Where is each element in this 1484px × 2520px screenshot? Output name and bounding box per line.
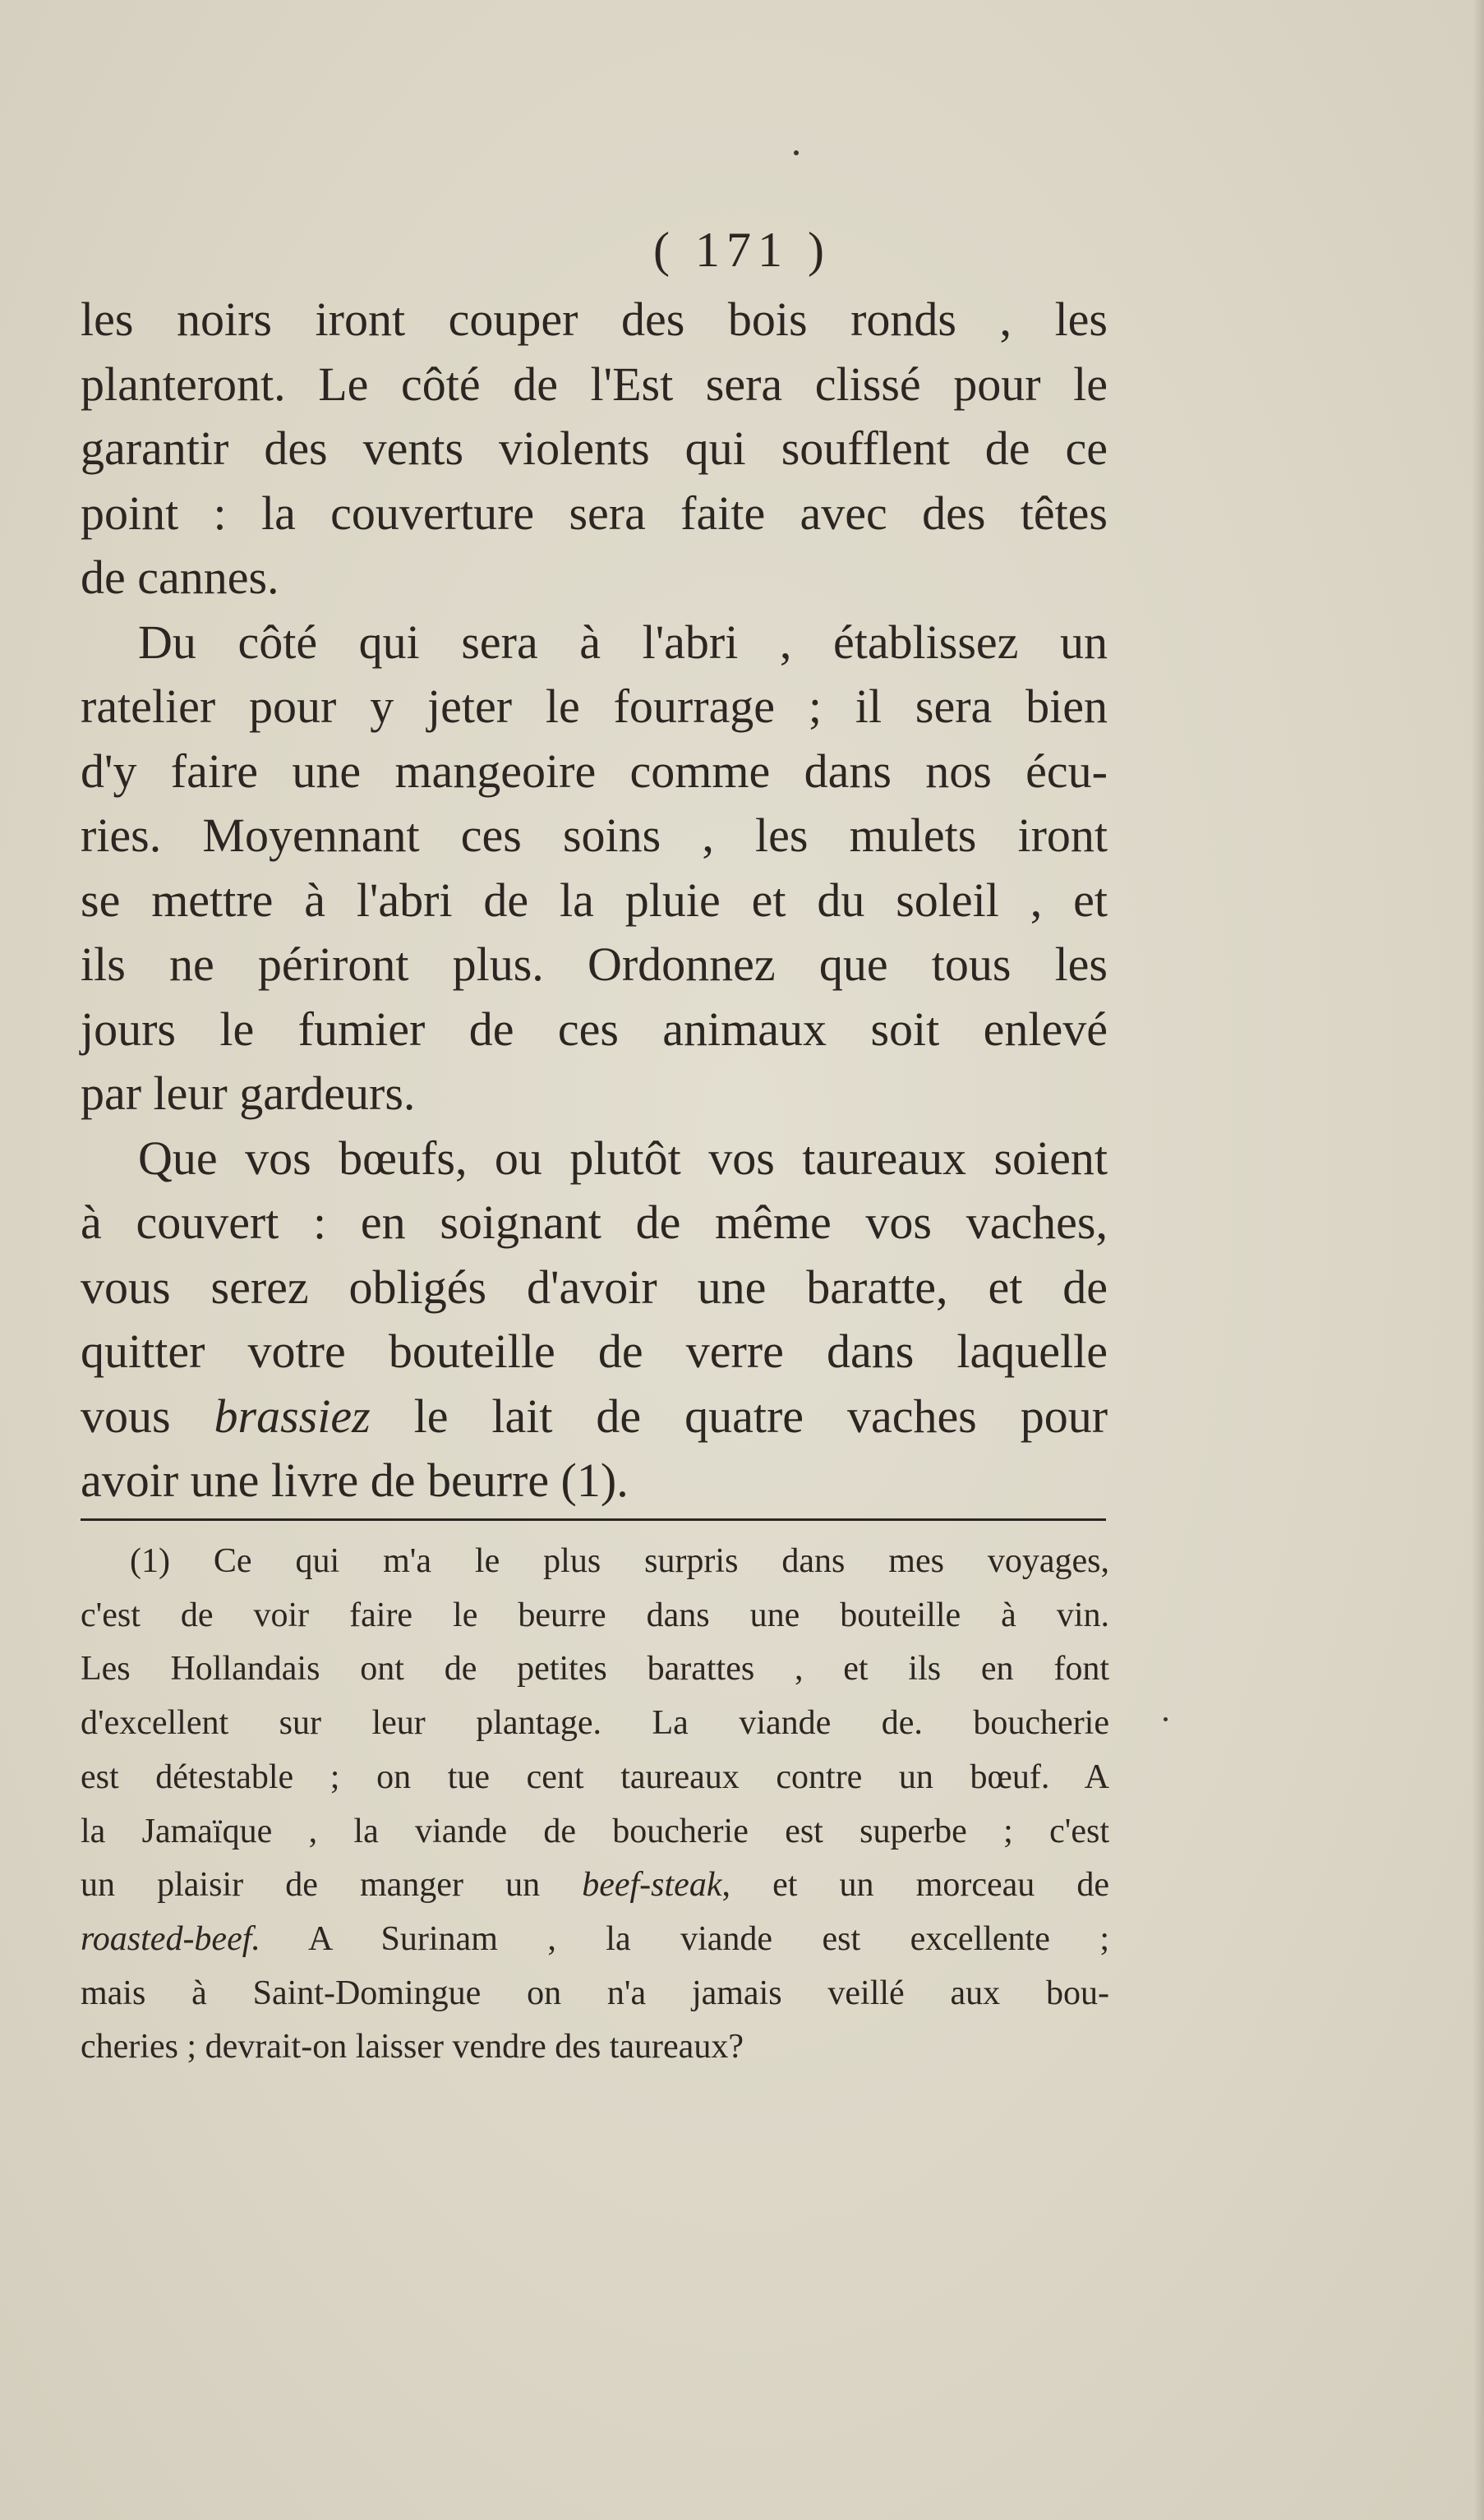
footnote-line: cheries ; devrait-on laisser vendre des taureaux? (81, 2028, 744, 2066)
italic-word: brassiez (214, 1389, 371, 1443)
text-line: ils ne périront plus. Ordonnez que tous les (81, 938, 1108, 991)
text-fragment: , et un morceau de (721, 1866, 1110, 1905)
footnote-line: d'excellent sur leur plantage. La viande de. boucherie (81, 1704, 1109, 1743)
text-line: d'y faire une mangeoire comme dans nos écu- (81, 744, 1108, 798)
text-line: jours le fumier de ces animaux soit enlevé (81, 1002, 1108, 1056)
text-line: ries. Moyennant ces soins , les mulets iront (81, 809, 1108, 862)
text-line: par leur gardeurs. (81, 1067, 416, 1120)
ink-speck (1164, 1717, 1168, 1721)
italic-word: beef-steak (582, 1866, 722, 1905)
page-number: ( 171 ) (653, 223, 831, 277)
text-line: avoir une livre de beurre (1). (81, 1453, 629, 1507)
footnote-line: la Jamaïque , la viande de boucherie est superbe ; c'est (81, 1812, 1109, 1850)
text-line: les noirs iront couper des bois ronds , les (81, 293, 1108, 346)
text-line: Que vos bœufs, ou plutôt vos taureaux soient (138, 1131, 1108, 1185)
footnote-line (81, 1859, 1109, 1913)
footnote-line: (1) Ce qui m'a le plus surpris dans mes voyages, (130, 1542, 1109, 1580)
text-fragment: le lait de quatre vaches pour (413, 1389, 1108, 1443)
text-fragment: un plaisir de manger un (81, 1866, 541, 1905)
text-line: à couvert : en soignant de même vos vaches, (81, 1196, 1108, 1249)
footnote-line: est détestable ; on tue cent taureaux contre un bœuf. A (81, 1758, 1109, 1796)
text-line: planteront. Le côté de l'Est sera clissé pour le (81, 357, 1108, 411)
text-fragment: vous (81, 1389, 171, 1443)
text-line: de cannes. (81, 551, 279, 604)
text-fragment: A Surinam , la viande est excellente ; (308, 1919, 1109, 1958)
footnote (81, 1535, 1109, 2075)
ink-speck (794, 150, 799, 155)
text-line: point : la couverture sera faite avec des têtes (81, 486, 1108, 540)
footnote-line: mais à Saint-Domingue on n'a jamais veillé aux bou- (81, 1974, 1109, 2012)
text-line: garantir des vents violents qui soufflent de ce (81, 422, 1108, 475)
footnote-line: c'est de voir faire le beurre dans une bouteille à vin. (81, 1596, 1109, 1634)
text-line: quitter votre bouteille de verre dans laquelle (81, 1324, 1108, 1378)
footnote-rule (81, 1518, 1106, 1521)
text-line: Du côté qui sera à l'abri , établissez un (138, 615, 1108, 669)
footnote-line (81, 1913, 1109, 1967)
text-line: vous serez obligés d'avoir une baratte, et de (81, 1260, 1108, 1314)
italic-word: roasted-beef. (81, 1919, 260, 1958)
text-line: se mettre à l'abri de la pluie et du soleil , et (81, 873, 1108, 927)
text-line: ratelier pour y jeter le fourrage ; il sera bien (81, 680, 1108, 733)
page-edge (1472, 0, 1484, 2520)
text-line (81, 1384, 1108, 1449)
footnote-line: Les Hollandais ont de petites barattes , et ils en font (81, 1650, 1109, 1688)
main-text (81, 288, 1108, 1513)
